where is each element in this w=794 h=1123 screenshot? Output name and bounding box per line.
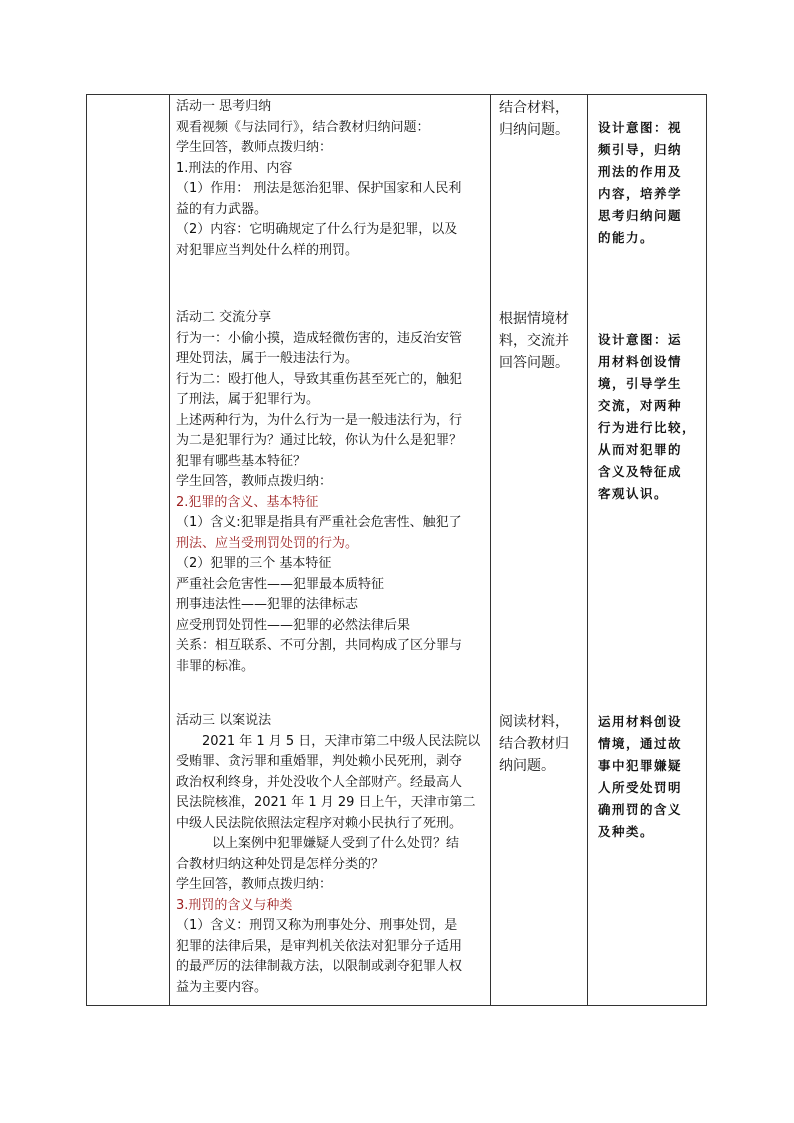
content-line: 关系：相互联系、不可分割，共同构成了区分罪与 — [176, 638, 463, 653]
content-line: 了刑法，属于犯罪行为。 — [176, 392, 320, 407]
intent-line: 用材料创设情 — [598, 354, 683, 369]
content-line: 犯罪有哪些基本特征？ — [176, 453, 307, 469]
intent-line: 行为进行比较， — [598, 420, 697, 435]
content-line: 犯罪的法律后果，是审判机关依法对犯罪分子适用 — [176, 938, 463, 954]
content-line: 益为主要内容。 — [176, 979, 268, 995]
intent-line: 交流，对两种 — [598, 398, 683, 413]
section-heading: 2.犯罪的含义、基本特征 — [176, 494, 319, 510]
design-intent-column — [590, 95, 708, 1005]
task-line: 料，交流并 — [499, 333, 569, 349]
task-line: 纳问题。 — [499, 758, 555, 774]
intent-line: 客观认识。 — [598, 486, 669, 501]
content-line: 政治权利终身，并处没收个人全部财产。经最高人 — [176, 774, 463, 790]
content-line: 学生回答，教师点拨归纳： — [176, 140, 333, 155]
activity-one-content — [172, 97, 490, 261]
content-line: 应受刑罚处罚性——犯罪的必然法律后果 — [176, 617, 411, 633]
content-line: 2021 年 1 月 5 日，天津市第二中级人民法院以 — [202, 733, 481, 749]
content-line: 行为一：小偷小摸，造成轻微伤害的，违反治安管 — [176, 330, 463, 346]
content-line: 益的有力武器。 — [176, 201, 268, 217]
intent-line: 情境，通过故 — [598, 736, 683, 751]
content-line: 非罪的标准。 — [176, 658, 255, 674]
content-line: 以上案例中犯罪嫌疑人受到了什么处罚？结 — [212, 836, 460, 851]
intent-line: 从而对犯罪的 — [598, 442, 683, 457]
content-line: 1.刑法的作用、内容 — [176, 160, 293, 176]
content-line: 观看视频《与法同行》，结合教材归纳问题： — [176, 119, 430, 135]
intent-line: 刑法的作用及 — [598, 164, 683, 179]
column-divider — [587, 95, 588, 1005]
content-line: 合教材归纳这种处罚是怎样分类的？ — [176, 856, 385, 872]
content-line: 严重社会危害性——犯罪最本质特征 — [176, 576, 385, 592]
lesson-table — [86, 94, 707, 1006]
task-line: 结合材料， — [499, 100, 569, 116]
column-divider — [490, 95, 491, 1005]
activity-two-content — [172, 308, 490, 677]
content-line: 受贿罪、贪污罪和重婚罪，判处赖小民死刑，剥夺 — [176, 754, 463, 769]
intent-line: 的能力。 — [598, 230, 655, 245]
task-line: 归纳问题。 — [499, 122, 569, 138]
content-line: 行为二：殴打他人，导致其重伤甚至死亡的，触犯 — [176, 371, 463, 387]
activity-two-intent — [590, 329, 708, 505]
section-heading: 3.刑罚的含义与种类 — [176, 897, 293, 913]
intent-line: 人所受处罚明 — [598, 780, 683, 795]
activity-two-task — [493, 308, 585, 374]
activity-three-content — [172, 711, 490, 998]
content-line: （1）作用： 刑法是惩治犯罪、保护国家和人民利 — [176, 181, 462, 196]
content-line: 理处罚法，属于一般违法行为。 — [176, 351, 359, 366]
intent-line: 设计意图：视 — [598, 120, 683, 135]
activity-column — [493, 95, 585, 1005]
content-line: （1）含义:犯罪是指具有严重社会危害性、触犯了 — [176, 515, 462, 530]
content-line: （1）含义：刑罚又称为刑事处分、刑事处罚，是 — [176, 918, 458, 933]
intent-line: 境，引导学生 — [598, 376, 683, 391]
content-line: 刑事违法性——犯罪的法律标志 — [176, 597, 359, 612]
activity-title: 活动二 交流分享 — [176, 310, 272, 325]
activity-three-intent — [590, 711, 708, 843]
content-column — [172, 95, 490, 1005]
content-line: 的最严厉的法律制裁方法，以限制或剥夺犯罪人权 — [176, 959, 463, 974]
content-line: 对犯罪应当判处什么样的刑罚。 — [176, 242, 359, 258]
content-line: 学生回答，教师点拨归纳： — [176, 474, 333, 489]
content-line: （2）犯罪的三个 基本特征 — [176, 556, 332, 571]
task-line: 结合教材归 — [499, 736, 569, 752]
intent-line: 及种类。 — [598, 824, 655, 839]
activity-three-task — [493, 711, 585, 777]
content-line: 刑法、应当受刑罚处罚的行为。 — [176, 535, 359, 551]
intent-line: 内容，培养学 — [598, 186, 683, 201]
content-line: 上述两种行为，为什么行为一是一般违法行为，行 — [176, 412, 463, 428]
intent-line: 含义及特征成 — [598, 464, 683, 479]
intent-line: 思考归纳问题 — [598, 208, 683, 223]
task-line: 回答问题。 — [499, 355, 569, 371]
content-line: 中级人民法院依照法定程序对赖小民执行了死刑。 — [176, 815, 463, 831]
task-line: 阅读材料， — [499, 714, 569, 730]
intent-line: 事中犯罪嫌疑 — [598, 758, 683, 773]
intent-line: 运用材料创设 — [598, 714, 683, 729]
activity-one-task — [493, 97, 585, 141]
column-divider — [169, 95, 170, 1005]
content-line: 为二是犯罪行为？通过比较，你认为什么是犯罪？ — [176, 433, 463, 448]
content-line: 学生回答，教师点拨归纳： — [176, 877, 333, 892]
task-line: 根据情境材 — [499, 311, 569, 327]
activity-one-intent — [590, 117, 708, 249]
activity-title: 活动三 以案说法 — [176, 713, 272, 728]
content-line: 民法院核准，2021 年 1 月 29 日上午，天津市第二 — [176, 795, 476, 810]
intent-line: 设计意图：运 — [598, 332, 683, 347]
content-line: （2）内容：它明确规定了什么行为是犯罪，以及 — [176, 222, 458, 237]
activity-title: 活动一 思考归纳 — [176, 99, 272, 114]
intent-line: 频引导，归纳 — [598, 142, 683, 157]
intent-line: 确刑罚的含义 — [598, 802, 683, 817]
